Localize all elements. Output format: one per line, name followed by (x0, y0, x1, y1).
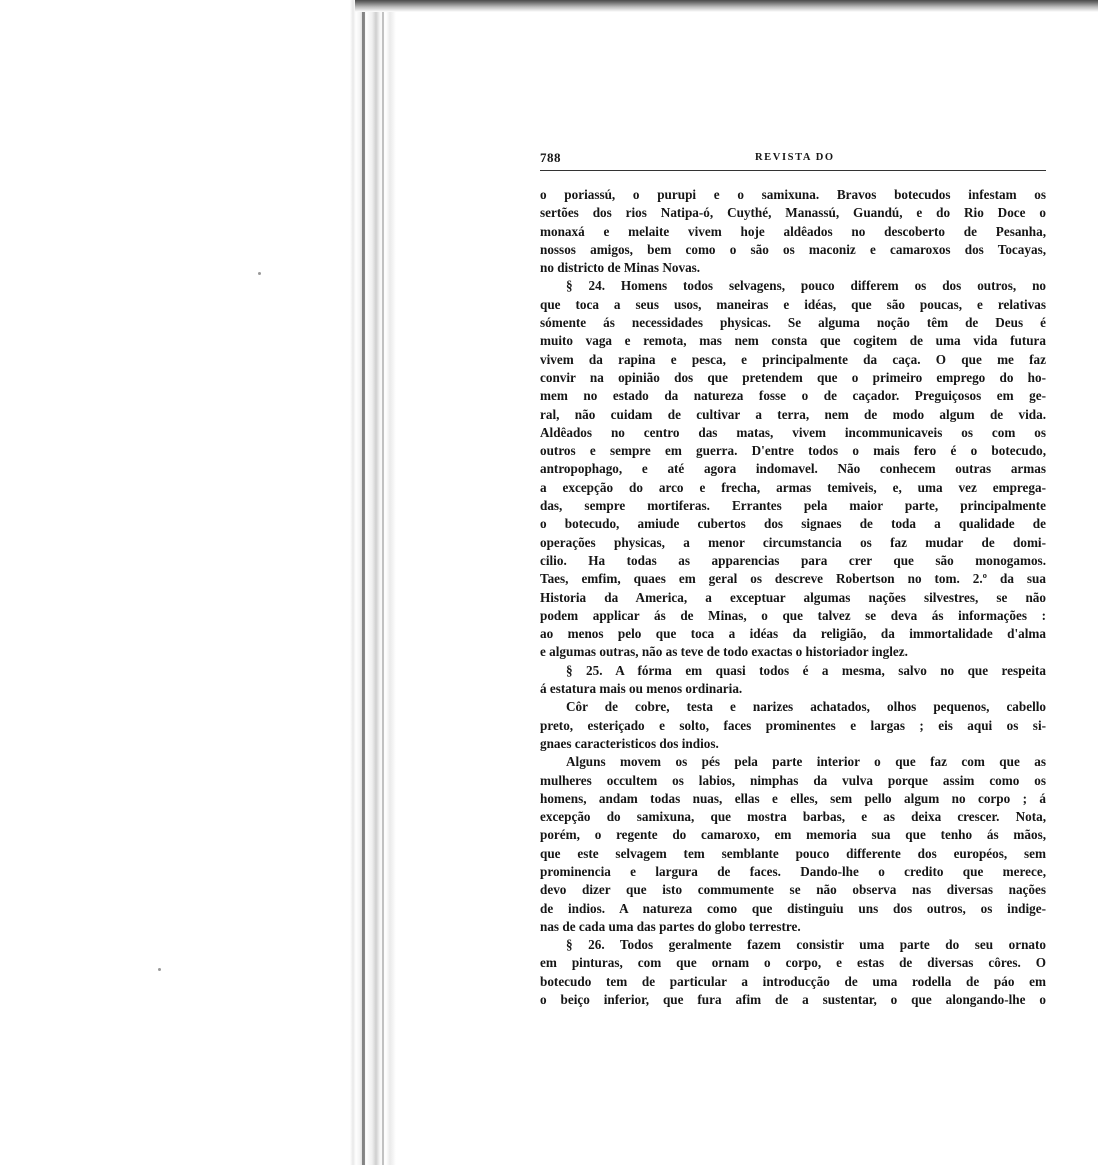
text-line: de indios. A natureza como que distinguiu uns dos outros, os indige- (540, 900, 1046, 916)
text-line: porém, o regente do camaroxo, em memoria sua que tenho ás mãos, (540, 827, 1046, 843)
text-line: no districto de Minas Novas. (540, 260, 701, 276)
text-line: e algumas outras, não as teve de todo exactas o historiador inglez. (540, 644, 908, 660)
text-line: vivem da rapina e pesca, e principalmente da caça. O que me faz (540, 351, 1046, 367)
gutter-shadow-line (362, 0, 365, 1165)
text-line: excepção do samixuna, que mostra barbas, e as deixa crescer. Nota, (540, 809, 1046, 825)
text-line: á estatura mais ou menos ordinaria. (540, 681, 743, 697)
text-line: § 24. Homens todos selvagens, pouco differem os dos outros, no (566, 278, 1046, 294)
text-line: convir na opinião dos que pretendem que o primeiro emprego do ho- (540, 369, 1046, 385)
text-line: operações physicas, a menor circumstancia os faz mudar de domi- (540, 534, 1046, 550)
text-line: que este selvagem tem semblante pouco differente dos européos, sem (540, 845, 1046, 861)
text-line: das, sempre mortiferas. Errantes pela maior parte, principalmente (540, 498, 1046, 514)
body-text (540, 186, 1046, 1009)
text-line: antropophago, e até agora indomavel. Não conhecem outras armas (540, 461, 1046, 477)
text-line: Côr de cobre, testa e narizes achatados, olhos pequenos, cabello (566, 699, 1046, 715)
text-line: outros e sempre em guerra. D'entre todos o mais fero é o botecudo, (540, 443, 1046, 459)
page-number: 788 (540, 150, 561, 165)
text-line: muito vaga e remota, mas nem consta que cogitem de uma vida futura (540, 333, 1046, 349)
text-line: o botecudo, amiude cubertos dos signaes de toda a qualidade de (540, 516, 1046, 532)
text-line: botecudo tem de particular a introducção de uma rodella de páo em (540, 973, 1046, 989)
running-head: REVISTA DO (755, 152, 835, 163)
text-line: mem no estado da natureza fosse o de caçador. Preguiçosos em ge- (540, 388, 1046, 404)
gutter-shadow-line (382, 0, 384, 1165)
book-spine-gutter (350, 0, 396, 1165)
header-rule (540, 170, 1046, 171)
text-line: ral, não cuidam de cultivar a terra, nem de modo algum de vida. (540, 406, 1046, 422)
text-line: Aldêados no centro das matas, vivem incommunicaveis os com os (540, 424, 1046, 440)
text-line: Taes, emfim, quaes em geral os descreve Robertson no tom. 2.º da sua (540, 571, 1046, 587)
text-line: nas de cada uma das partes do globo terrestre. (540, 918, 801, 934)
text-line: nossos amigos, bem como o são os maconiz e camaroxos dos Tocayas, (540, 241, 1046, 257)
text-line: Historia da America, a exceptuar algumas nações silvestres, se não (540, 589, 1046, 605)
text-line: homens, andam todas nuas, ellas e elles, sem pello algum no corpo ; á (540, 790, 1046, 806)
text-line: em pinturas, com que ornam o corpo, e estas de diversas côres. O (540, 955, 1046, 971)
text-line: que toca a seus usos, maneiras e idéas, que são poucas, e relativas (540, 296, 1046, 312)
text-line: mulheres occultem os labios, nimphas da vulva porque assim como os (540, 772, 1046, 788)
text-line: Alguns movem os pés pela parte interior o que faz com que as (566, 754, 1046, 770)
text-line: monaxá e melaite vivem hoje aldêados no descoberto de Pesanha, (540, 223, 1046, 239)
text-line: sómente ás necessidades physicas. Se alguma noção têm de Deus é (540, 315, 1046, 331)
text-line: § 26. Todos geralmente fazem consistir uma parte do seu ornato (566, 937, 1046, 953)
text-line: preto, esteriçado e solto, faces prominentes e largas ; eis aqui os si- (540, 717, 1046, 733)
text-line: o beiço inferior, que fura afim de a sustentar, o que alongando-lhe o (540, 992, 1046, 1008)
text-line: prominencia e largura de faces. Dando-lhe o credito que merece, (540, 863, 1046, 879)
scan-speck (158, 968, 161, 971)
text-line: § 25. A fórma em quasi todos é a mesma, salvo no que respeita (566, 662, 1046, 678)
text-line: cilio. Ha todas as apparencias para crer que são monogamos. (540, 552, 1046, 568)
text-line: sertões dos rios Natipa-ó, Cuythé, Manassú, Guandú, e do Rio Doce o (540, 205, 1046, 221)
text-line: devo dizer que isto commumente se não observa nas diversas nações (540, 882, 1046, 898)
text-line: podem applicar ás de Minas, o que talvez se deva ás informações : (540, 607, 1046, 623)
text-line: ao menos pelo que toca a idéas da religião, da immortalidade d'alma (540, 626, 1046, 642)
text-line: a excepção do arco e frecha, armas temiveis, e, uma vez emprega- (540, 479, 1046, 495)
text-line: o poriassú, o purupi e o samixuna. Bravos botecudos infestam os (540, 187, 1046, 202)
scan-speck (258, 272, 261, 275)
text-line: gnaes caracteristicos dos indios. (540, 735, 719, 751)
page-top-edge (355, 0, 1098, 12)
